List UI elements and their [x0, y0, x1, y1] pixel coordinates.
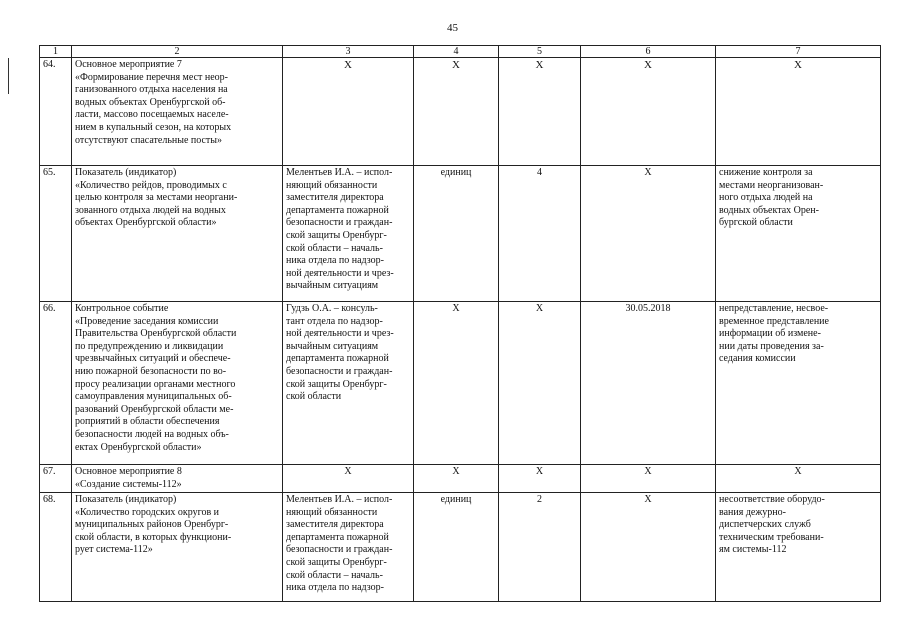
- header-col-2: 2: [72, 46, 283, 58]
- responsible-cell: Х: [283, 465, 414, 493]
- measure-name: Контрольное событие «Проведение заседания комиссии Правительства Оренбургской области по предупреждению и ликвидации чрезвычайных ситуаций и обеспече- нию пожарной безопасности по во- просу реализации органами местного самоуправления муниципальных об- разований Оренбургской области ме- роприятий в области обеспечения безопасности людей на водных объ- ектах Оренбургской области»: [72, 302, 283, 465]
- row-number: 66.: [40, 302, 72, 465]
- row-number: 64.: [40, 58, 72, 166]
- value-cell: [499, 58, 581, 166]
- responsible-cell: [283, 58, 414, 166]
- measure-name: Показатель (индикатор) «Количество городских округов и муниципальных районов Оренбург- ской области, в которых функциони- рует система-112»: [72, 493, 283, 602]
- header-col-4: 4: [414, 46, 499, 58]
- responsible-cell: Мелентьев И.А. – испол- няющий обязанности заместителя директора департамента пожарной безопасности и граждан- ской защиты Оренбург- ской области – началь- ника отдела по надзор- ной деятельности и чрез- вычайным ситуациям: [283, 166, 414, 302]
- consequence-cell: несоответствие оборудо- вания дежурно- диспетчерских служб техническим требовани- ям системы-112: [716, 493, 881, 602]
- table-row: [40, 58, 881, 166]
- responsible-cell: Мелентьев И.А. – испол- няющий обязанности заместителя директора департамента пожарной безопасности и граждан- ской защиты Оренбург- ской области – началь- ника отдела по надзор-: [283, 493, 414, 602]
- consequence-cell: [716, 58, 881, 166]
- header-col-6: 6: [581, 46, 716, 58]
- header-col-3: 3: [283, 46, 414, 58]
- date-cell: [581, 58, 716, 166]
- header-col-7: 7: [716, 46, 881, 58]
- row-number: 67.: [40, 465, 72, 493]
- measure-name: Основное мероприятие 8 «Создание системы-112»: [72, 465, 283, 493]
- header-col-5: 5: [499, 46, 581, 58]
- target-value: Х: [535, 59, 544, 71]
- measures-table: [39, 45, 881, 602]
- unit-cell: единиц: [414, 493, 499, 602]
- responsible-cell: Гудзь О.А. – консуль- тант отдела по надзор- ной деятельности и чрез- вычайным ситуациям департамента пожарной безопасности и граждан- ской защиты Оренбург- ской области: [283, 302, 414, 465]
- unit-cell: Х: [414, 302, 499, 465]
- consequence-cell: снижение контроля за местами неорганизован- ного отдыха людей на водных объектах Орен- бургской области: [716, 166, 881, 302]
- header-col-1: 1: [40, 46, 72, 58]
- value-cell: Х: [499, 465, 581, 493]
- table-row: [40, 465, 881, 493]
- value-cell: 2: [499, 493, 581, 602]
- value-cell: 4: [499, 166, 581, 302]
- date-value: Х: [644, 59, 652, 71]
- row-number: 65.: [40, 166, 72, 302]
- table-row: [40, 302, 881, 465]
- date-cell: Х: [581, 493, 716, 602]
- row-number: 68.: [40, 493, 72, 602]
- unit-value: Х: [452, 59, 460, 71]
- responsible-value: Х: [344, 59, 352, 71]
- table-row: [40, 166, 881, 302]
- unit-cell: единиц: [414, 166, 499, 302]
- unit-cell: [414, 58, 499, 166]
- date-cell: 30.05.2018: [581, 302, 716, 465]
- column-number-row: [40, 46, 881, 58]
- table-row: [40, 493, 881, 602]
- page-number: 45: [447, 22, 458, 34]
- date-cell: Х: [581, 166, 716, 302]
- value-cell: Х: [499, 302, 581, 465]
- unit-cell: Х: [414, 465, 499, 493]
- measure-name: Показатель (индикатор) «Количество рейдов, проводимых с целью контроля за местами неоргани- зованного отдыха людей на водных объектах Оренбургской области»: [72, 166, 283, 302]
- measure-name: Основное мероприятие 7 «Формирование перечня мест неор- ганизованного отдыха населения на водных объектах Оренбургской об- ласти, массово посещаемых населе- нием в купальный сезон, на которых отсутствуют спасательные посты»: [72, 58, 283, 166]
- consequence-cell: непредставление, несвое- временное представление информации об измене- нии даты проведения за- седания комиссии: [716, 302, 881, 465]
- consequence-value: Х: [794, 59, 802, 71]
- binding-mark: [8, 58, 9, 94]
- date-cell: Х: [581, 465, 716, 493]
- consequence-cell: Х: [716, 465, 881, 493]
